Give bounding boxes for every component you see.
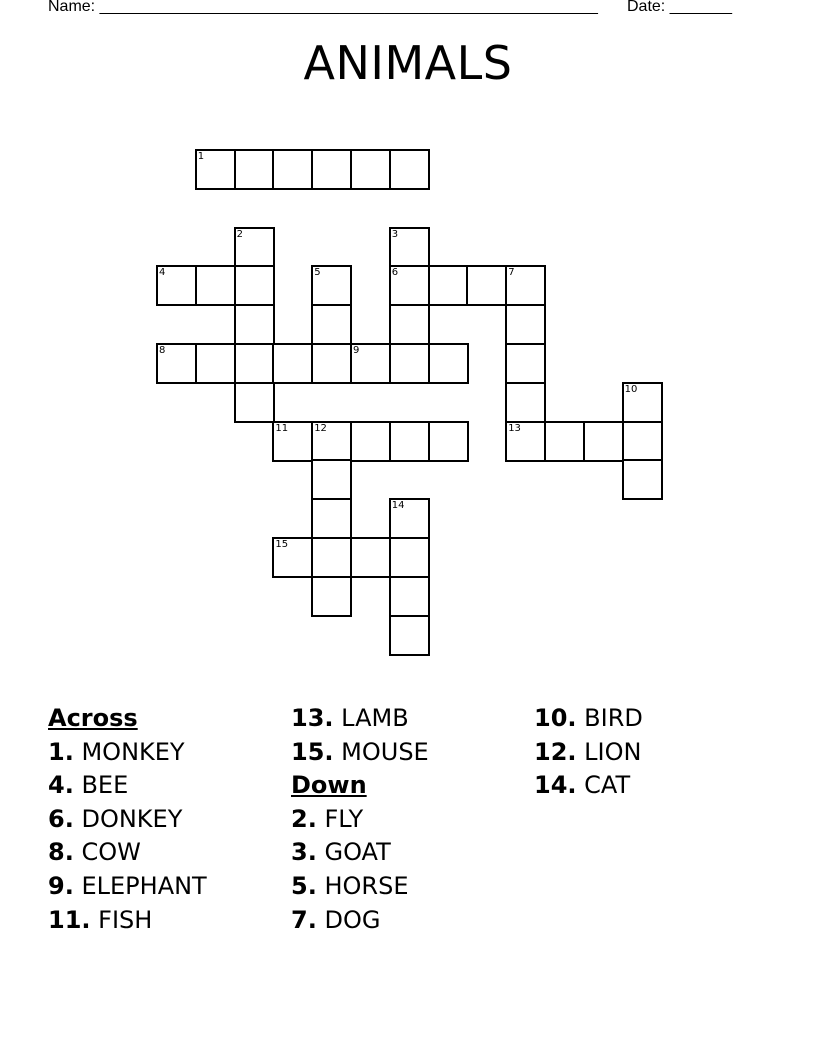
cell-number: 6: [391, 267, 399, 279]
grid-cell[interactable]: [272, 537, 313, 578]
cell-number: 4: [159, 267, 166, 279]
grid-cell[interactable]: [350, 537, 391, 578]
across-clue-4: [48, 769, 207, 803]
grid-cell[interactable]: [389, 421, 430, 462]
clue-text: HORSE: [324, 871, 409, 900]
grid-cell[interactable]: [622, 421, 663, 462]
across-clue-9: [48, 870, 207, 904]
cell-number: 15: [275, 539, 289, 550]
clue-column-3: [534, 702, 643, 803]
down-clue-12: [534, 736, 643, 770]
cell-number: 14: [391, 500, 405, 512]
clue-number: 13.: [291, 704, 334, 732]
grid-cell[interactable]: [311, 576, 352, 617]
grid-cell[interactable]: [389, 304, 430, 345]
across-clue-1: [48, 736, 207, 770]
down-clue-3: [291, 836, 429, 870]
clue-number: 15.: [291, 737, 334, 766]
grid-cell[interactable]: [234, 304, 275, 345]
grid-cell[interactable]: [622, 459, 663, 500]
grid-cell[interactable]: [311, 343, 352, 384]
clue-text: MOUSE: [341, 737, 429, 766]
grid-cell[interactable]: [505, 421, 546, 462]
clue-text: GOAT: [324, 838, 391, 867]
grid-cell[interactable]: [195, 265, 236, 306]
grid-cell[interactable]: [195, 343, 236, 384]
down-clue-7: [291, 904, 429, 938]
clue-text: CAT: [584, 771, 631, 800]
name-field-label: Name: ________________________________________________________: [48, 0, 598, 15]
clue-text: ELEPHANT: [81, 871, 207, 900]
across-clue-13: [291, 702, 429, 736]
cell-number: 3: [391, 228, 399, 240]
grid-cell[interactable]: [389, 149, 430, 190]
grid-cell[interactable]: [234, 149, 275, 190]
across-clue-8: [48, 836, 207, 870]
clue-text: DONKEY: [81, 804, 183, 833]
cell-number: 9: [353, 345, 360, 356]
grid-cell[interactable]: [234, 343, 275, 384]
date-field-label: Date: _______: [627, 0, 732, 15]
clue-number: 14.: [534, 771, 577, 800]
down-clue-14: [534, 769, 643, 803]
clue-number: 10.: [534, 704, 577, 732]
across-clue-6: [48, 803, 207, 837]
cell-number: 13: [508, 422, 521, 434]
grid-cell[interactable]: [311, 149, 352, 190]
grid-cell[interactable]: [272, 149, 313, 190]
grid-cell[interactable]: [544, 421, 585, 462]
clue-number: 7.: [291, 905, 317, 934]
cell-number: 1: [197, 151, 205, 162]
clue-text: LION: [584, 737, 642, 766]
grid-cell[interactable]: [311, 537, 352, 578]
clue-number: 4.: [48, 771, 74, 800]
grid-cell[interactable]: [311, 265, 352, 306]
across-clue-15: [291, 736, 429, 770]
across-heading: Across: [48, 704, 138, 732]
cell-number: 2: [236, 228, 243, 240]
cell-number: 12: [314, 422, 327, 434]
clue-number: 1.: [48, 737, 74, 766]
clue-number: 11.: [48, 905, 91, 934]
clue-text: LAMB: [341, 704, 409, 732]
grid-cell[interactable]: [428, 343, 469, 384]
clue-text: BEE: [81, 771, 129, 800]
grid-cell[interactable]: [622, 382, 663, 423]
page-title: ANIMALS: [303, 36, 513, 90]
cell-number: 7: [508, 267, 515, 279]
grid-cell[interactable]: [505, 304, 546, 345]
grid-cell[interactable]: [505, 382, 546, 423]
down-clue-10: [534, 702, 643, 736]
grid-cell[interactable]: [389, 537, 430, 578]
grid-cell[interactable]: [505, 343, 546, 384]
grid-cell[interactable]: [389, 576, 430, 617]
clue-text: DOG: [324, 905, 381, 934]
grid-cell[interactable]: [234, 265, 275, 306]
down-clue-5: [291, 870, 429, 904]
grid-cell[interactable]: [389, 615, 430, 656]
clue-number: 5.: [291, 871, 317, 900]
across-clue-11: [48, 904, 207, 938]
grid-cell[interactable]: [350, 343, 391, 384]
grid-cell[interactable]: [311, 498, 352, 539]
clue-column-2: [291, 702, 429, 937]
down-heading: Down: [291, 771, 367, 800]
grid-cell[interactable]: [234, 227, 275, 268]
grid-cell[interactable]: [389, 227, 430, 268]
clue-number: 6.: [48, 804, 74, 833]
clue-number: 9.: [48, 871, 74, 900]
grid-cell[interactable]: [389, 498, 430, 539]
grid-cell[interactable]: [156, 265, 197, 306]
clue-text: MONKEY: [81, 737, 185, 766]
grid-cell[interactable]: [272, 421, 313, 462]
clue-number: 8.: [48, 838, 74, 867]
grid-cell[interactable]: [311, 459, 352, 500]
grid-cell[interactable]: [505, 265, 546, 306]
grid-cell[interactable]: [311, 421, 352, 462]
cell-number: 11: [275, 422, 289, 434]
grid-cell[interactable]: [311, 304, 352, 345]
cell-number: 8: [159, 345, 166, 356]
clue-number: 3.: [291, 838, 317, 867]
grid-cell[interactable]: [428, 421, 469, 462]
grid-cell[interactable]: [272, 343, 313, 384]
grid-cell[interactable]: [466, 265, 507, 306]
clue-column-1: [48, 702, 207, 937]
clue-number: 2.: [291, 804, 317, 833]
grid-cell[interactable]: [583, 421, 624, 462]
grid-cell[interactable]: [389, 265, 430, 306]
grid-cell[interactable]: [350, 421, 391, 462]
grid-cell[interactable]: [389, 343, 430, 384]
clue-number: 12.: [534, 737, 577, 766]
clue-text: COW: [81, 838, 141, 867]
grid-cell[interactable]: [195, 149, 236, 190]
grid-cell[interactable]: [428, 265, 469, 306]
down-clue-2: [291, 803, 429, 837]
grid-cell[interactable]: [350, 149, 391, 190]
clue-text: FISH: [98, 905, 153, 934]
cell-number: 5: [314, 267, 321, 279]
clue-text: BIRD: [584, 704, 643, 732]
clue-text: FLY: [324, 804, 364, 833]
grid-cell[interactable]: [234, 382, 275, 423]
grid-cell[interactable]: [156, 343, 197, 384]
cell-number: 10: [624, 383, 638, 395]
